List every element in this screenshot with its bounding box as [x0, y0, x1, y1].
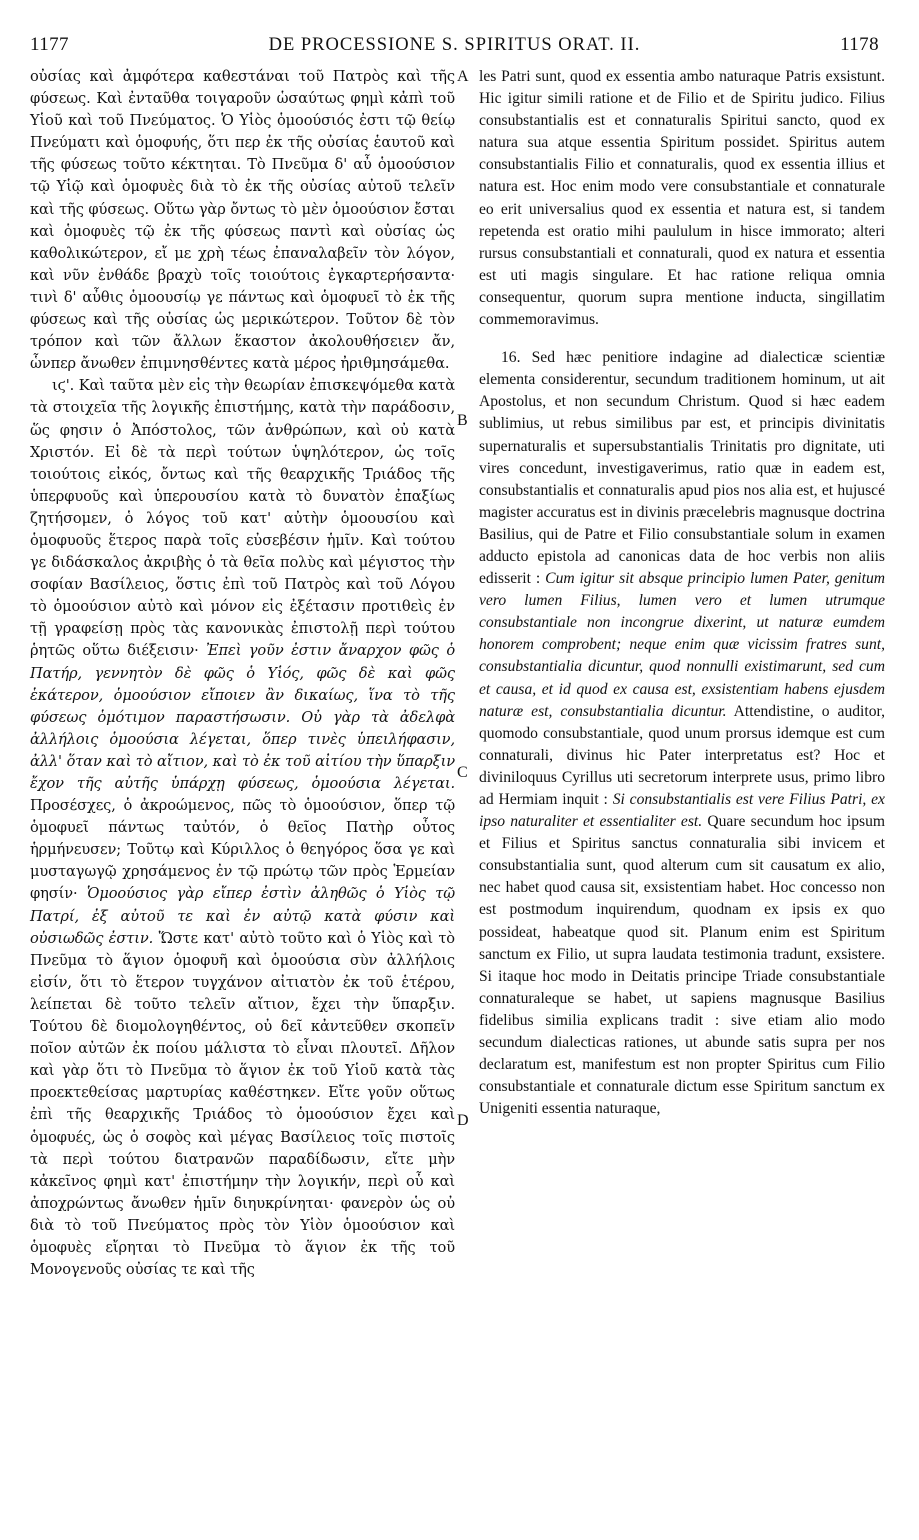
greek-quote-basil: Ἐπεὶ γοῦν ἐστιν ἄναρχον φῶς ὁ Πατήρ, γεννητὸν δὲ φῶς ὁ Υἱός, φῶς δὲ καὶ φῶς ἑκάτερον, ὁμοούσιον εἴποιεν ἂν δικαίως, ἵνα τὸ τῆς φύσεως ὁμότιμον παραστήσωσιν. Οὐ γὰρ τὰ ἀδελφὰ ἀλλήλοις ὁμοούσια λέγεται, ὅπερ τινὲς ὑπειλήφασιν, ἀλλ' ὅταν καὶ τὸ αἴτιον, καὶ τὸ ἐκ τοῦ αἰτίου τὴν ὕπαρξιν ἔχον τῆς αὐτῆς ὑπάρχῃ φύσεως, ὁμοούσια λέγεται.: [30, 642, 456, 792]
latin-paragraph-1: les Patri sunt, quod ex essentia ambo naturaque Patris exsistunt. Hic igitur simili ratione et de Filio et de Spiritu judico. Filius consubstantialis est et connaturalis Spiritui sancto, quod ex natura sua atque essentia Spiritum possidet. Spiritus autem consubstantialis Filio et connaturalis, quod ex essentia illius et natura est. Hoc enim modo vere consubstantiale et connaturale eo erit universalius quod ex essentia et natura est, si tandem repetenda est oratio mihi paululum in hisce immorato; alteri rursus consubstantiali et connaturali, quod ex natura et essentia est uti magis singulare. Et hac ratione reliqua omnia consequentur, quorum supra mentione inducta, singillatim commemoravimus.: [479, 68, 885, 329]
greek-text: Προσέσχες, ὁ ἀκροώμενος, πῶς τὸ ὁμοούσιον, ὅπερ τῷ ὁμοφυεῖ πάντως ταὐτόν, ὁ θεῖος Πατὴρ οὗτος ἡρμήνευσεν; Τοῦτῳ καὶ Κύριλλος ὁ θεηγόρος ὅσα γε καὶ μυσταγωγῷ χρησάμενος ἐν τῷ πρώτῳ τῶν πρὸς Ἑρμείαν φησίν·: [30, 797, 455, 903]
margin-letter-b: B: [457, 412, 468, 429]
page-number-left: 1177: [30, 34, 69, 55]
latin-column: [479, 66, 885, 1120]
margin-letter-c: C: [457, 764, 468, 781]
greek-column: [30, 66, 455, 1281]
latin-text: Attendistine, o auditor, quomodo consubstantiale, quod unum prorsus idemque est cum connaturali, divinus hic Pater interpretatus est? Hoc et diviniloquus Cyrillus uti secretorum interprete usus, primo libro ad Hermiam inquit :: [479, 702, 885, 808]
latin-paragraph-16: [479, 347, 885, 1120]
greek-text: ιϛ'. Καὶ ταῦτα μὲν εἰς τὴν θεωρίαν ἐπισκεψόμεθα κατὰ τὰ στοιχεῖα τῆς λογικῆς ἐπιστήμης, κατὰ τὴν παράδοσιν, ὥς φησιν ὁ Ἀπόστολος, τῶν ἀνθρώπων, καὶ οὐ κατὰ Χριστόν. Εἰ δὲ τὰ περὶ τούτων ὑψηλότερον, ὡς τοῖς τοιούτοις εἰκός, ὄντως καὶ τῆς θεαρχικῆς Τριάδος τῆς ὑπερφυοῦς καὶ ὑπερουσίου κατὰ τὸ δυνατὸν ἐπαξίως ζητήσομεν, ὁ λόγος τοῦ κατ' αὐτὴν ὁμοουσίου καὶ ὁμοφυοῦς ἕτερος παρὰ τοῖς εὐσεβέσιν ἡμῖν. Καὶ τούτου γε διδάσκαλος ἀκριβὴς ὁ τὰ θεῖα πολὺς καὶ μέγιστος τὴν σοφίαν Βασίλειος, ὅστις ἐπὶ τοῦ Πατρὸς καὶ τοῦ Λόγου τὸ ὁμοούσιον αὐτὸ καὶ μόνον εἰς ἐξέτασιν προτιθεὶς ἐν τῇ γραφείσῃ πρὸς τὰς κανονικὰς ἐπιστολῇ περὶ τούτου ῥητῶς οὕτω διέξεισιν·: [30, 377, 455, 660]
latin-quote-cyril: Si consubstantialis est vere Filius Patri, ex ipso naturaliter et essentialiter est.: [479, 791, 885, 831]
greek-text: Ὥστε κατ' αὐτὸ τοῦτο καὶ ὁ Υἱὸς καὶ τὸ Πνεῦμα τὸ ἅγιον ὁμοφυῆ καὶ ὁμοούσια σὺν ἀλλήλοις εἰσίν, ὅτι τὸ ἕτερον τυγχάνον αἰτιατὸν ἐκ τοῦ ἑτέρου, λείπεται δὲ τοῦτο τελεῖν αἴτιον, ἔχει τὴν ὕπαρξιν. Τούτου δὲ διομολογηθέντος, οὐ δεῖ κἀντεῦθεν σκοπεῖν ποῖον αὐτῶν ἐκ ποίου μάλιστα τὸ εἶναι πλουτεῖ. Δῆλον καὶ γὰρ ὅτι τὸ Πνεῦμα τὸ ἅγιον ἐκ τοῦ Υἱοῦ κατὰ τὰς προεκτεθείσας μαρτυρίας καθέστηκεν. Εἴτε γοῦν οὕτως ἐπὶ τῆς θεαρχικῆς Τριάδος τὸ ὁμοούσιον ἔχει καὶ ὁμοφυές, ὡς ὁ σοφὸς καὶ μέγας Βασίλειος τοῖς πιστοῖς τὰ περὶ τούτου διατρανῶν παραδίδωσιν, εἴτε μὴν κἀκεῖνος φημὶ κατ' ἐπιστήμην τὴν λογικήν, περὶ οὗ καὶ ἀποχρώντως ἄνωθεν ἡμῖν διηυκρίνηται· φανερὸν ὡς οὐ διὰ τὸ τοῦ Πνεύματος πρὸς τὸν Υἱὸν ὁμοούσιον καὶ ὁμοφυὲς εἴρηται τὸ Πνεῦμα τὸ ἅγιον ἐκ τῆς τοῦ Μονογενοῦς οὐσίας τε καὶ τῆς: [30, 929, 455, 1279]
paragraph-gap: [479, 331, 885, 347]
greek-quote-cyril: Ὁμοούσιος γὰρ εἴπερ ἐστὶν ἀληθῶς ὁ Υἱὸς τῷ Πατρί, ἐξ αὐτοῦ τε καὶ ἐν αὐτῷ κατὰ φύσιν καὶ οὐσιωδῶς ἐστιν.: [30, 885, 455, 947]
margin-letter-d: D: [457, 1112, 469, 1129]
margin-letter-a: A: [457, 68, 469, 85]
greek-paragraph-16: [30, 375, 455, 1281]
running-title: DE PROCESSIONE S. SPIRITUS ORAT. II.: [268, 35, 641, 55]
page-number-right: 1178: [840, 34, 879, 55]
greek-paragraph-1: οὐσίας καὶ ἀμφότερα καθεστάναι τοῦ Πατρὸς καὶ τῆς φύσεως. Καὶ ἐνταῦθα τοιγαροῦν ὡσαύτως φημὶ κἀπὶ τοῦ Υἱοῦ καὶ τοῦ Πνεύματος. Ὁ Υἱὸς ὁμοούσιός ἐστι τῷ θείῳ Πνεύματι καὶ ὁμοφυής, ὅτι περ ἐκ τῆς οὐσίας ἑαυτοῦ καὶ τῆς φύσεως τοῦτο κέκτηται. Τὸ Πνεῦμα δ' αὖ ὁμοούσιον τῷ Υἱῷ καὶ ὁμοφυὲς διὰ τὸ ἐκ τῆς οὐσίας αὐτοῦ τελεῖν καὶ τῆς φύσεως. Οὕτω γὰρ ὄντως τὸ μὲν ὁμοούσιον ἔσται καὶ ὁμοφυὲς τῷ ἐκ τῆς φύσεως παντὶ καὶ οὐσίας ὡς καθολικώτερον, εἴ με χρὴ τέως ἐπαναλαβεῖν τὸν λόγον, καὶ νῦν ἐνθάδε βραχὺ τοῖς τοιούτοις ἐγκαρτερήσαντα· τινὶ δ' αὖθις ὁμοουσίῳ γε πάντως καὶ ὁμοφυεῖ τὸ ἐκ τῆς φύσεως καὶ τῆς οὐσίας ὡς μερικώτερον. Τοῦτον δὲ τὸν τρόπον καὶ τῶν ἄλλων ἕκαστον ἀκολουθήσειεν ἄν, ὧνπερ ἄνωθεν ἐπιμνησθέντες κατὰ μέρος ἠριθμησάμεθα.: [30, 68, 455, 373]
latin-text: 16. Sed hæc penitiore indagine ad dialecticæ scientiæ elementa considerentur, secundum traditionem hominum, ut ait Apostolus, et non secundum Christum. Quod si hæc eadem sublimius, ut rebus similibus par est, et principis divinitatis supernaturalis et supersubstantialis Trinitatis pro dignitate, uti vires concedunt, investigaverimus, ratio quæ in eadem est, consubstantialis et connaturalis apud pios nos alia est, et hujuscé magister accuratus est in divinis præcelebris magnusque doctrina Basilius, qui de Patre et Filio consubstantiale solum in examen adducto epistola ad canonicas data de hoc verbis non aliis edisserit :: [479, 349, 885, 588]
latin-text: Quare secundum hoc ipsum et Filius et Spiritus sanctus connaturalia sibi invicem et consubstantialia sunt, quod alterum cum sit causatum ex alio, nec habet quod causa sit, exsistentiam habet. Hoc concesso non est postmodum inquirendum, quodnam ex ipsis ex quo possideat, habeatque quod sit. Planum enim est Spiritum sanctum ex Filio, ut supra laudata testimonia tradunt, exsistere. Si itaque hoc modo in Deitatis principe Triade consubstantiale connaturaleque se habet, ut sapiens magnusque Basilius fidelibus similia explicans tradit : sive etiam alio modo secundum dialecticas rationes, ut abunde satis supra per nos declaratum est, manifestum est non propter Spiritus cum Filio consubstantiale et connaturale dictum esse Spiritum sanctum ex Unigeniti essentia naturaque,: [479, 813, 885, 1118]
latin-quote-basil: Cum igitur sit absque principio lumen Pater, genitum vero lumen Filius, lumen vero et lumen utrumque consubstantiale non incongrue dixerint, ut naturæ eumdem honorem comprobent; neque enim quæ vicissim fratres sunt, consubstantialia dicuntur, quod nonnulli existimarunt, sed cum et causa, et id quod ex causa est, exsistentiam habens ejusdem naturæ est, consubstantialia dicuntur.: [479, 570, 886, 720]
running-header: [30, 34, 879, 60]
